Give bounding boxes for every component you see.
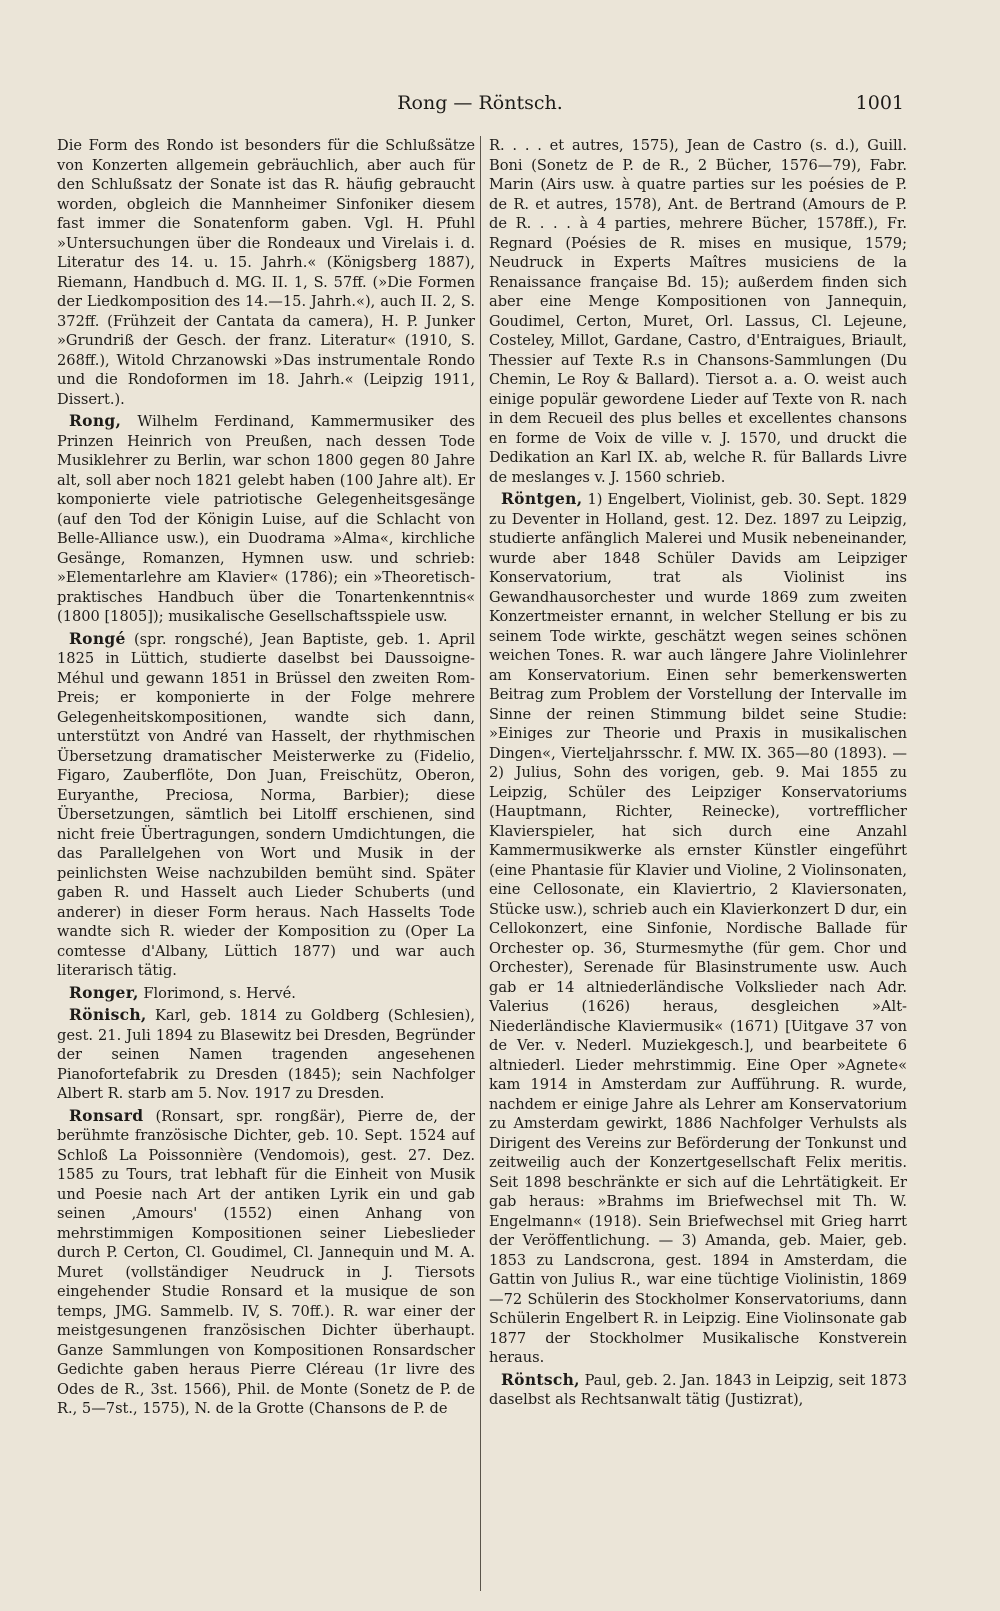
entry-text: 1) Engelbert, Violinist, geb. 30. Sept. 1829 zu Deventer in Holland, gest. 12. Dez. 1897 zu Leipzig, studierte anfänglich Malerei und Musik nebeneinander, wurde aber 1848 Schüler Davids am Leipziger Konservatorium, trat als Violinist ins Gewandhausorchester und wurde 1869 zum zweiten Konzertmeister ernannt, in welcher Stellung er bis zu seinem Tode wirkte, geschätzt wegen seines schönen weichen Tones. R. war auch längere Jahre Violinlehrer am Konservatorium. Einen sehr bemerkenswerten Beitrag zum Problem der Vorstellung der Intervalle im Sinne der reinen Stimmung bildet seine Studie: »Einiges zur Theorie und Praxis in musikalischen Dingen«, Vierteljahrsschr. f. MW. IX. 365—80 (1893). — 2) Julius, Sohn des vorigen, geb. 9. Mai 1855 zu Leipzig, Schüler des Leipziger Konservatoriums (Hauptmann, Richter, Reinecke), vortrefflicher Klavierspieler, hat sich durch eine Anzahl Kammermusikwerke als ernster Künstler eingeführt (eine Phantasie für Klavier und Violine, 2 Violinsonaten, eine Cellosonate, ein Klaviertrio, 2 Klaviersonaten, Stücke usw.), schrieb auch ein Klavierkonzert D dur, ein Cellokonzert, eine Sinfonie, Nordische Ballade für Orchester op. 36, Sturmesmythe (für gem. Chor und Orchester), Serenade für Blasinstrumente usw. Auch gab er 14 altniederländische Volkslieder nach Adr. Valerius (1626) heraus, desgleichen »Alt-Niederländische Klaviermusik« (1671) [Uitgave 37 von de Ver. v. Nederl. Muziekgesch.], und bearbeitete 6 altniederl. Lieder mehrstimmig. Eine Oper »Agnete« kam 1914 in Amsterdam zur Aufführung. R. wurde, nachdem er einige Jahre als Lehrer am Konservatorium zu Amsterdam gewirkt, 1886 Nachfolger Verhulsts als Dirigent des Vereins zur Beförderung der Tonkunst und zeitweilig auch der Konzertgesellschaft Felix meritis. Seit 1898 beschränkte er sich auf die Lehrtätigkeit. Er gab heraus: »Brahms im Briefwechsel mit Th. W. Engelmann« (1918). Sein Briefwechsel mit Grieg harrt der Veröffentlichung. — 3) Amanda, geb. Maier, geb. 1853 zu Landscrona, gest. 1894 in Amsterdam, die Gattin von Julius R., war eine tüchtige Violinistin, 1869—72 Schülerin des Stockholmer Konservatoriums, dann Schülerin Engelbert R. in Leipzig. Eine Violinsonate gab 1877 der Stockholmer Musikalische Konstverein heraus. xyxy=(489,491,907,1366)
entry-text: R. . . . et autres, 1575), Jean de Castro (s. d.), Guill. Boni (Sonetz de P. de R., 2 Bücher, 1576—79), Fabr. Marin (Airs usw. à quatre parties sur les poésies de P. de R. et autres, 1578), Ant. de Bertrand (Amours de P. de R. . . . à 4 parties, mehrere Bücher, 1578ff.), Fr. Regnard (Poésies de R. mises en musique, 1579; Neudruck in Experts Maîtres musiciens de la Renaissance française Bd. 15); außerdem finden sich aber eine Menge Kompositionen von Jannequin, Goudimel, Certon, Muret, Orl. Lassus, Cl. Lejeune, Costeley, Millot, Gardane, Castro, d'Entraigues, Briault, Thessier auf Texte R.s in Chansons-Sammlungen (Du Chemin, Le Roy & Ballard). Tiersot a. a. O. weist auch einige populär gewordene Lieder auf Texte von R. nach in dem Recueil des plus belles et excellentes chansons en forme de Voix de ville v. J. 1570, und druckt die Dedikation an Karl IX. ab, welche R. für Ballards Livre de meslanges v. J. 1560 schrieb. xyxy=(489,137,907,486)
page-header xyxy=(56,92,904,122)
dictionary-entry xyxy=(57,629,475,981)
dictionary-entry xyxy=(57,136,475,409)
entry-headword: Röntgen, xyxy=(501,489,583,508)
column-divider xyxy=(480,136,481,1591)
dictionary-entry xyxy=(489,489,907,1368)
entry-text: Karl, geb. 1814 zu Goldberg (Schlesien), gest. 21. Juli 1894 zu Blasewitz bei Dresden, Begründer der seinen Namen tragenden angesehenen Pianofortefabrik zu Dresden (1845); sein Nachfolger Albert R. starb am 5. Nov. 1917 zu Dresden. xyxy=(57,1007,475,1102)
entry-text: Wilhelm Ferdinand, Kammermusiker des Prinzen Heinrich von Preußen, nach dessen Tode Musiklehrer zu Berlin, war schon 1800 gegen 80 Jahre alt, soll aber noch 1821 gelebt haben (100 Jahre alt). Er komponierte viele patriotische Gelegenheitsgesänge (auf den Tod der Königin Luise, auf die Schlacht von Belle-Alliance usw.), ein Duodrama »Alma«, kirchliche Gesänge, Romanzen, Hymnen usw. und schrieb: »Elementarlehre am Klavier« (1786); ein »Theoretisch-praktisches Handbuch über die Tonartenkenntnis« (1800 [1805]); musikalische Gesellschaftsspiele usw. xyxy=(57,413,475,625)
dictionary-entry xyxy=(489,136,907,487)
entry-headword: Ronger, xyxy=(69,982,139,1002)
entry-text: (spr. rongsché), Jean Baptiste, geb. 1. April 1825 in Lüttich, studierte daselbst bei Daussoigne-Méhul und gewann 1851 in Brüssel den zweiten Rom-Preis; er komponierte in der Folge mehrere Gelegenheitskompositionen, wandte sich dann, unterstützt von André van Hasselt, der rhythmischen Übersetzung dramatischer Meisterwerke zu (Fidelio, Figaro, Zauberflöte, Don Juan, Freischütz, Oberon, Euryanthe, Preciosa, Norma, Barbier); diese Übersetzungen, sämtlich bei Litolff erschienen, sind nicht freie Übertragungen, sondern Umdichtungen, die das Parallelgehen von Wort und Musik in der peinlichsten Weise nachzubilden bemüht sind. Später gaben R. und Hasselt auch Lieder Schuberts (und anderer) in dieser Form heraus. Nach Hasselts Tode wandte sich R. wieder der Komposition zu (Oper La comtesse d'Albany, Lüttich 1877) und war auch literarisch tätig. xyxy=(57,630,475,979)
entry-headword: Rönisch, xyxy=(69,1005,147,1024)
page-number: 1001 xyxy=(855,92,904,114)
dictionary-entry xyxy=(57,1005,475,1104)
dictionary-entry xyxy=(489,1370,907,1410)
entry-headword: Rongé xyxy=(69,628,126,648)
dictionary-entry xyxy=(57,1106,475,1419)
right-column xyxy=(489,136,907,1596)
entry-headword: Rong, xyxy=(69,411,122,430)
entry-text: Paul, geb. 2. Jan. 1843 in Leipzig, seit 1873 daselbst als Rechtsanwalt tätig (Justizrat), xyxy=(489,1371,907,1408)
left-column xyxy=(57,136,475,1596)
dictionary-entry xyxy=(57,983,475,1004)
dictionary-entry xyxy=(57,411,475,627)
entry-text: Die Form des Rondo ist besonders für die Schlußsätze von Konzerten allgemein gebräuchlich, aber auch für den Schlußsatz der Sonate ist das R. häufig gebraucht worden, obgleich die Mannheimer Sinfoniker diesem fast immer die Sonatenform gaben. Vgl. H. Pfuhl »Untersuchungen über die Rondeaux und Virelais i. d. Literatur des 14. u. 15. Jahrh.« (Königsberg 1887), Riemann, Handbuch d. MG. II. 1, S. 57ff. (»Die Formen der Liedkomposition des 14.—15. Jahrh.«), auch II. 2, S. 372ff. (Frühzeit der Cantata da camera), H. P. Junker »Grundriß der Gesch. der franz. Literatur« (1910, S. 268ff.), Witold Chrzanowski »Das instrumentale Rondo und die Rondoformen im 18. Jahrh.« (Leipzig 1911, Dissert.). xyxy=(57,137,475,408)
entry-headword: Ronsard xyxy=(69,1105,144,1125)
entry-text: Florimond, s. Hervé. xyxy=(143,984,296,1002)
entry-text: (Ronsart, spr. rongßär), Pierre de, der berühmte französische Dichter, geb. 10. Sept. 1524 auf Schloß La Poissonnière (Vendomois), gest. 27. Dez. 1585 zu Tours, trat lebhaft für die Einheit von Musik und Poesie nach Art der antiken Lyrik ein und gab seinen ‚Amours' (1552) einen Anhang von mehrstimmigen Kompositionen seiner Liebeslieder durch P. Certon, Cl. Goudimel, Cl. Jannequin und M. A. Muret (vollständiger Neudruck in J. Tiersots eingehender Studie Ronsard et la musique de son temps, JMG. Sammelb. IV, S. 70ff.). R. war einer der meistgesungenen französischen Dichter überhaupt. Ganze Sammlungen von Kompositionen Ronsardscher Gedichte gaben heraus Pierre Cléreau (1r livre des Odes de R., 3st. 1566), Phil. de Monte (Sonetz de P. de R., 5—7st., 1575), N. de la Grotte (Chansons de P. de xyxy=(57,1107,475,1417)
entry-headword: Röntsch, xyxy=(501,1369,580,1389)
running-title: Rong — Röntsch. xyxy=(397,92,563,114)
